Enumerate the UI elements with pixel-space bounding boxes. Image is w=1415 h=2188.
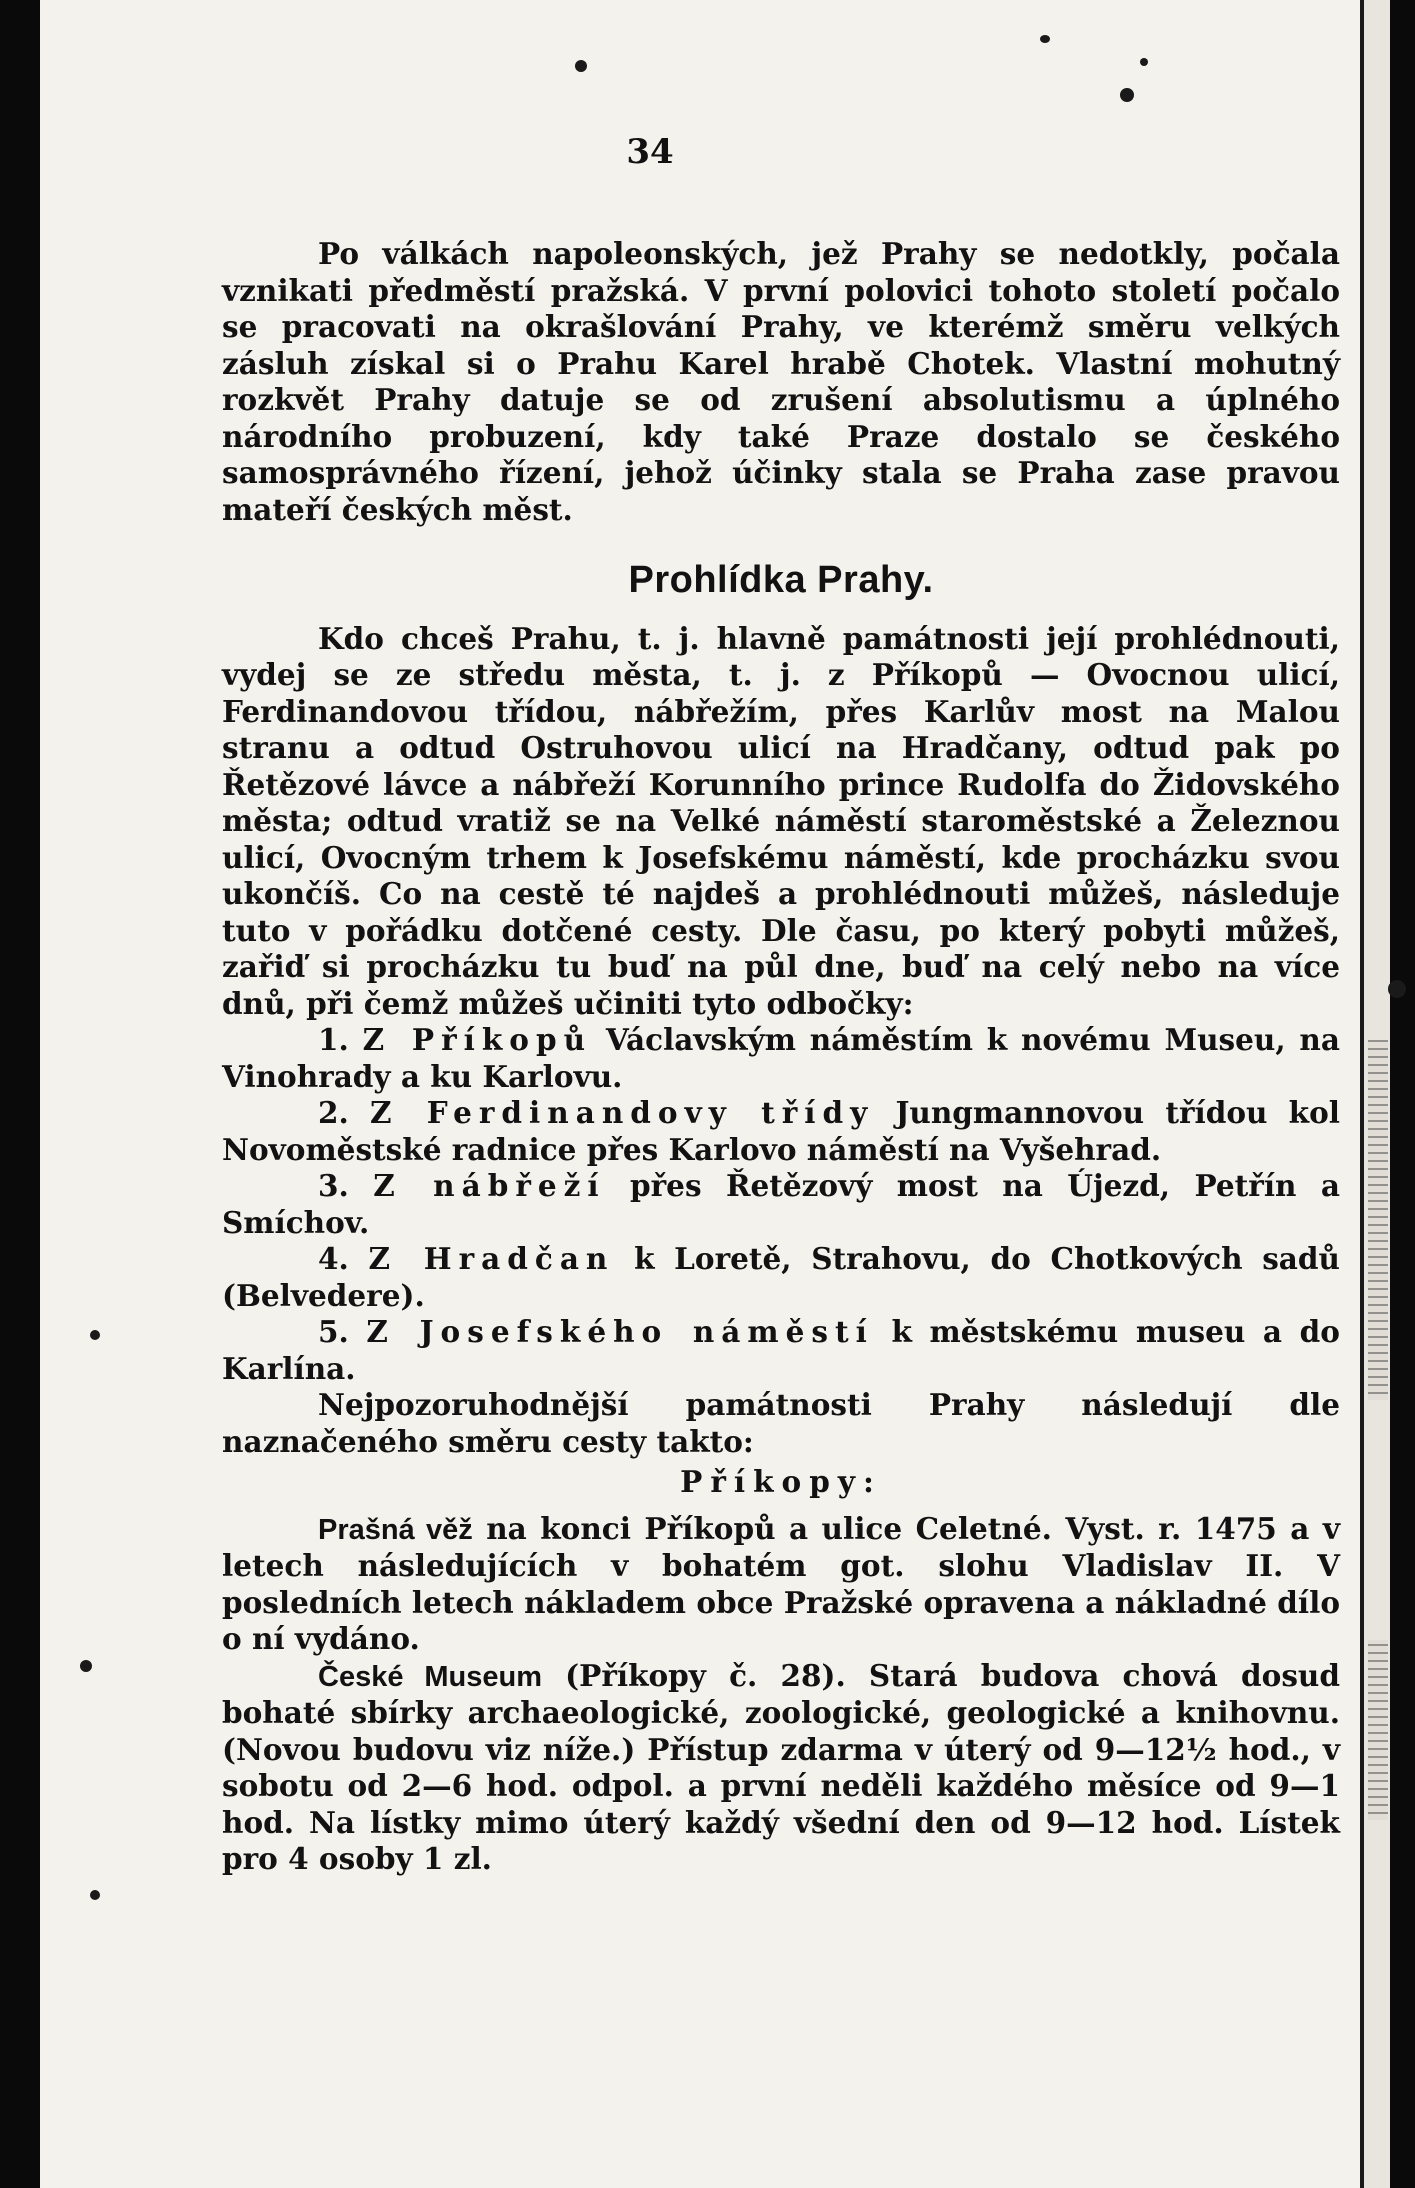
- route-item: 5. Z Josefského náměstí k městskému museu a do Karlína.: [222, 1314, 1340, 1386]
- route-item: 1. Z Příkopů Václavským náměstím k novému Museu, na Vinohrady a ku Karlovu.: [222, 1022, 1340, 1094]
- route-item: 4. Z Hradčan k Loretě, Strahovu, do Chotkových sadů (Belvedere).: [222, 1241, 1340, 1313]
- prikopy-subheading: Příkopy:: [680, 1464, 882, 1499]
- ink-speck: [80, 1660, 92, 1672]
- intro-paragraph: Po válkách napoleonských, jež Prahy se nedotkly, počala vznikati předměstí pražská. V první polovici tohoto století počalo se pracovati na okrašlování Prahy, ve kterémž směru velkých zásluh získal si o Prahu Karel hrabě Chotek. Vlastní mohutný rozkvět Prahy datuje se od zrušení absolutismu a úplného národního probuzení, kdy také Praze dostalo se českého samosprávného řízení, jehož účinky stala se Praha zase pravou mateří českých měst.: [222, 236, 1340, 527]
- ink-speck: [90, 1890, 100, 1900]
- route-description: Kdo chceš Prahu, t. j. hlavně památnosti její prohlédnouti, vydej se ze středu města, t. j. z Příkopů — Ovocnou ulicí, Ferdinandovou třídou, nábřežím, přes Karlův most na Malou stranu a odtud Ostruhovou ulicí na Hradčany, odtud pak po Řetězové lávce a nábřeží Korunního prince Rudolfa do Židovského města; odtud vratiž se na Velké náměstí staroměstské a Železnou ulicí, Ovocným trhem k Josefskému náměstí, kde procházku svou ukončíš. Co na cestě té najdeš a prohlédnouti můžeš, následuje tuto v pořádku dotčené cesty. Dle času, po který pobyti můžeš, zařiď si procházku tu buď na půl dne, buď na celý nebo na více dnů, při čemž můžeš učiniti tyto odbočky:: [222, 620, 1340, 1021]
- ink-speck: [1120, 88, 1134, 102]
- left-margin-shadow: [0, 0, 40, 2188]
- ink-speck: [575, 60, 587, 72]
- section-heading: Prohlídka Prahy.: [628, 559, 934, 601]
- sights-intro: Nejpozoruhodnější památnosti Prahy následují dle naznačeného směru cesty takto:: [222, 1387, 1340, 1459]
- entry-prasna-vez: Prašná věž na konci Příkopů a ulice Celetné. Vyst. r. 1475 a v letech následujících v bohatém got. slohu Vladislav II. V posledních letech nákladem obce Pražské opravena a nákladné dílo o ní vydáno.: [222, 1510, 1340, 1656]
- ink-speck: [1040, 35, 1050, 43]
- route-item: 3. Z nábřeží přes Řetězový most na Újezd, Petřín a Smíchov.: [222, 1168, 1340, 1240]
- ink-speck: [90, 1330, 100, 1340]
- page-number: 34: [626, 132, 674, 172]
- ink-speck: [1140, 58, 1148, 66]
- ornament-border-lower: [1368, 1640, 1388, 1820]
- entry-ceske-museum: České Museum (Příkopy č. 28). Stará budova chová dosud bohaté sbírky archaeologické, zoologické, geologické a knihovnu. (Novou budovu viz níže.) Přístup zdarma v úterý od 9—12½ hod., v sobotu od 2—6 hod. odpol. a první neděli každého měsíce od 9—1 hod. Na lístky mimo úterý každý všední den od 9—12 hod. Lístek pro 4 osoby 1 zl.: [222, 1657, 1340, 1876]
- page-text: [222, 236, 1340, 1878]
- route-item: 2. Z Ferdinandovy třídy Jungmannovou třídou kol Novoměstské radnice přes Karlovo náměstí na Vyšehrad.: [222, 1095, 1340, 1167]
- ornament-border: [1368, 1040, 1388, 1400]
- ink-speck: [1388, 980, 1406, 998]
- right-margin-shadow: [1390, 0, 1415, 2188]
